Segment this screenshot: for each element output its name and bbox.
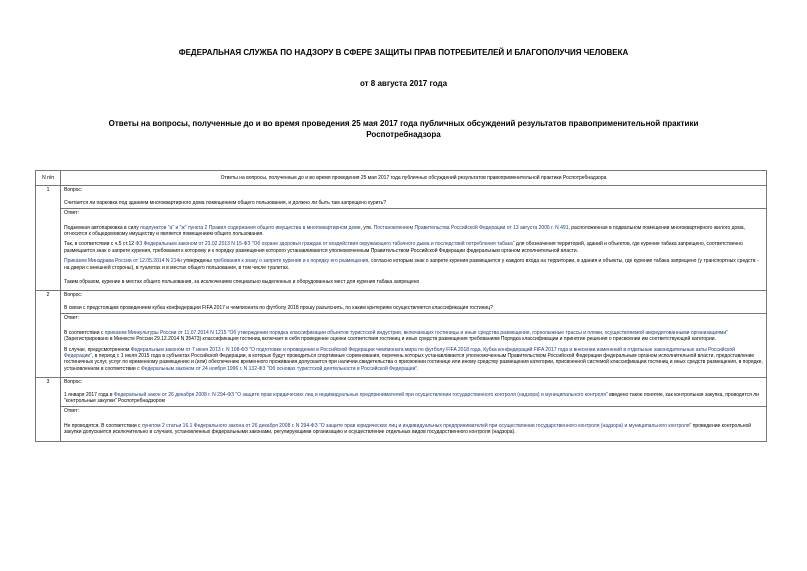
- question-label: Вопрос:: [64, 379, 83, 386]
- text: введено такое понятие, как контрольная закупка, проводятся ли "контрольные закупки" Роспотребнадзором: [64, 391, 759, 404]
- agency-name: ФЕДЕРАЛЬНАЯ СЛУЖБА ПО НАДЗОРУ В СФЕРЕ ЗАЩИТЫ ПРАВ ПОТРЕБИТЕЛЕЙ И БЛАГОПОЛУЧИЯ ЧЕЛОВЕКА: [178, 48, 629, 57]
- table-row: [36, 209, 767, 291]
- document-date: от 8 августа 2017 года: [359, 79, 448, 88]
- text: 1 января 2017 года в: [64, 391, 114, 398]
- answer-paragraph: [64, 258, 763, 271]
- answer-cell: [61, 209, 767, 291]
- answer-paragraph: [64, 241, 763, 254]
- text: .: [417, 365, 419, 372]
- answer-cell: [61, 407, 767, 441]
- answer-paragraph: [64, 347, 763, 373]
- column-header-text: Ответы на вопросы, полученные до и во время проведения 25 мая 2017 года публичных обсуждений результатов правоприменительной практики Роспотребнадзора: [61, 171, 767, 186]
- document-link[interactable]: Федеральным законом от 7 июня 2013 г. N 108-ФЗ "О подготовке и проведении в Российской Федерации чемпионата мира по футболу FIFA 2018 года, Кубка конфедераций FIFA 2017 года и внесении изменений в отдельные законодательные акты Российской Федерации": [64, 346, 735, 359]
- table-header-row: [36, 171, 767, 186]
- row-number: 2: [36, 291, 61, 378]
- question-label: Вопрос:: [64, 292, 83, 299]
- table-row: [36, 314, 767, 378]
- text: Подземная автопарковка в силу: [64, 224, 141, 231]
- document-link[interactable]: приказом Минкультуры России от 11.07.2014 N 1215 "Об утверждении порядка классификации объектов туристской индустрии, включающих гостиницы и иные средства размещения, горнолыжные трассы и пляжи, осуществляемой аккредитованными организациями": [104, 329, 728, 336]
- text: , утв.: [360, 224, 374, 231]
- table-row: [36, 291, 767, 314]
- row-number: 1: [36, 186, 61, 291]
- text: , в период с 1 июля 2015 года в субъектах Российской Федерации, в которых будут проводиться спортивные соревнования, перечень которых устанавливается уполномоченным Правительством Российской Федерации федеральным органом исполнительной власти, предоставление гостиничных услуг, услуг по временному размещению и (или) обеспечению временного проживания допускается при наличии свидетельства о присвоении гостинице или иному средству размещения категории, присвоенной системой классификации гостиниц и иных средств размещения, в порядке, установленном в соответствии с: [64, 352, 763, 372]
- text: , расположенная в подвальном помещении многоквартирного жилого дома, относится к общедомовому имуществу и является помещением общего пользования.: [64, 224, 745, 238]
- text: , согласно которым знак о запрете курения размещается у каждого входа на территории, в здания и объекты, где курение табака запрещено (у транспортных средств - на двери с внешней стороны), в туалетах и в местах общего пользования, в том числе туалетах.: [64, 258, 759, 271]
- text: Не проводятся. В соответствии с: [64, 422, 142, 429]
- document-link[interactable]: пунктом 2 статьи 16.1 Федерального закона от 26 декабря 2008 г. N 294-ФЗ "О защите прав юридических лиц и индивидуальных предпринимателей при осуществлении государственного контроля (надзора) и муниципального контроля": [141, 422, 692, 429]
- question-text: Считается ли парковка под зданием многоквартирного дома помещением общего пользования, и должно ли быть там запрещено курить?: [64, 199, 387, 206]
- question-cell: [61, 378, 767, 407]
- text: В соответствии с: [64, 329, 105, 336]
- document-link[interactable]: Постановлением Правительства Российской Федерации от 13 августа 2006 г. N 491: [373, 224, 569, 231]
- question-text: [64, 392, 763, 405]
- table-row: [36, 407, 767, 441]
- answer-paragraph: [64, 225, 763, 238]
- question-label: Вопрос:: [64, 187, 83, 194]
- text: для обозначения территорий, зданий и объектов, где курение табака запрещено, соответственно размещается знак о запрете курения, требования к которому и к порядку размещения которого устанавливаются уполномоченным Правительством Российской Федерации федеральным органом исполнительной власти.: [64, 241, 743, 254]
- answer-paragraph: Таким образом, курение в местах общего пользования, за исключением специально выделенных и оборудованных мест для курения табака запрещено: [64, 279, 420, 286]
- row-number: 3: [36, 378, 61, 441]
- document-title: Ответы на вопросы, полученные до и во время проведения 25 мая 2017 года публичных обсуждений результатов правоприменительной практики Роспотребнадзора: [108, 119, 699, 139]
- answer-label: Ответ:: [64, 315, 80, 322]
- text: Так, в соответствии с ч.5 ст.12: [64, 241, 136, 248]
- text: В случае, предусмотренном: [64, 346, 131, 353]
- document-link[interactable]: Федеральный закон от 26 декабря 2008 г. N 294-ФЗ "О защите прав юридических лиц и индивидуальных предпринимателей при осуществлении государственного контроля (надзора) и муниципального контроля": [113, 391, 608, 398]
- answer-label: Ответ:: [64, 408, 80, 415]
- column-header-number: N п/п: [36, 171, 61, 186]
- text: утверждены: [181, 258, 214, 265]
- answer-cell: [61, 314, 767, 378]
- document-link[interactable]: Федеральным законом от 24 ноября 1996 г. N 132-ФЗ "Об основах туристской деятельности в Российской Федерации": [140, 365, 418, 372]
- text: (Зарегистрировано в Минюсте России 29.12.2014 N 35473) классификация гостиниц включает в себя проведение оценки соответствия гостиниц и иных средств размещения требованиям Порядка классификации и принятие решения о присвоении им соответствующей категории.: [64, 336, 716, 343]
- question-text: В связи с предстоящим проведением кубка конфедерации FIFA 2017 и чемпионата по футболу 2018 прошу разъяснить, по каким критериям осуществляется классификация гостиниц?: [64, 304, 493, 311]
- qa-table: [35, 170, 767, 442]
- table-row: [36, 378, 767, 407]
- document-link[interactable]: подпунктов "а" и "ж" пункта 2 Правил содержания общего имущества в многоквартирном доме: [140, 224, 361, 231]
- document-link[interactable]: требования к знаку о запрете курения и к порядку его размещения: [213, 258, 369, 265]
- table-row: [36, 186, 767, 209]
- document-link[interactable]: Приказом Минздрава России от 12.05.2014 N 214н: [64, 258, 182, 265]
- answer-label: Ответ:: [64, 210, 80, 217]
- answer-paragraph: [64, 330, 763, 343]
- question-cell: [61, 186, 767, 209]
- document-link[interactable]: ФЗ Федеральным законом от 23.02.2013 N 15-ФЗ "Об охране здоровья граждан от воздействия окружающего табачного дыма и последствий потребления табака": [135, 241, 515, 248]
- text: проведение контрольной закупки допускается исключительно в случаях, установленных федеральными законами, регулирующими организацию и осуществление отдельных видов государственного контроля (надзора).: [64, 422, 752, 436]
- answer-paragraph: [64, 423, 763, 436]
- question-cell: [61, 291, 767, 314]
